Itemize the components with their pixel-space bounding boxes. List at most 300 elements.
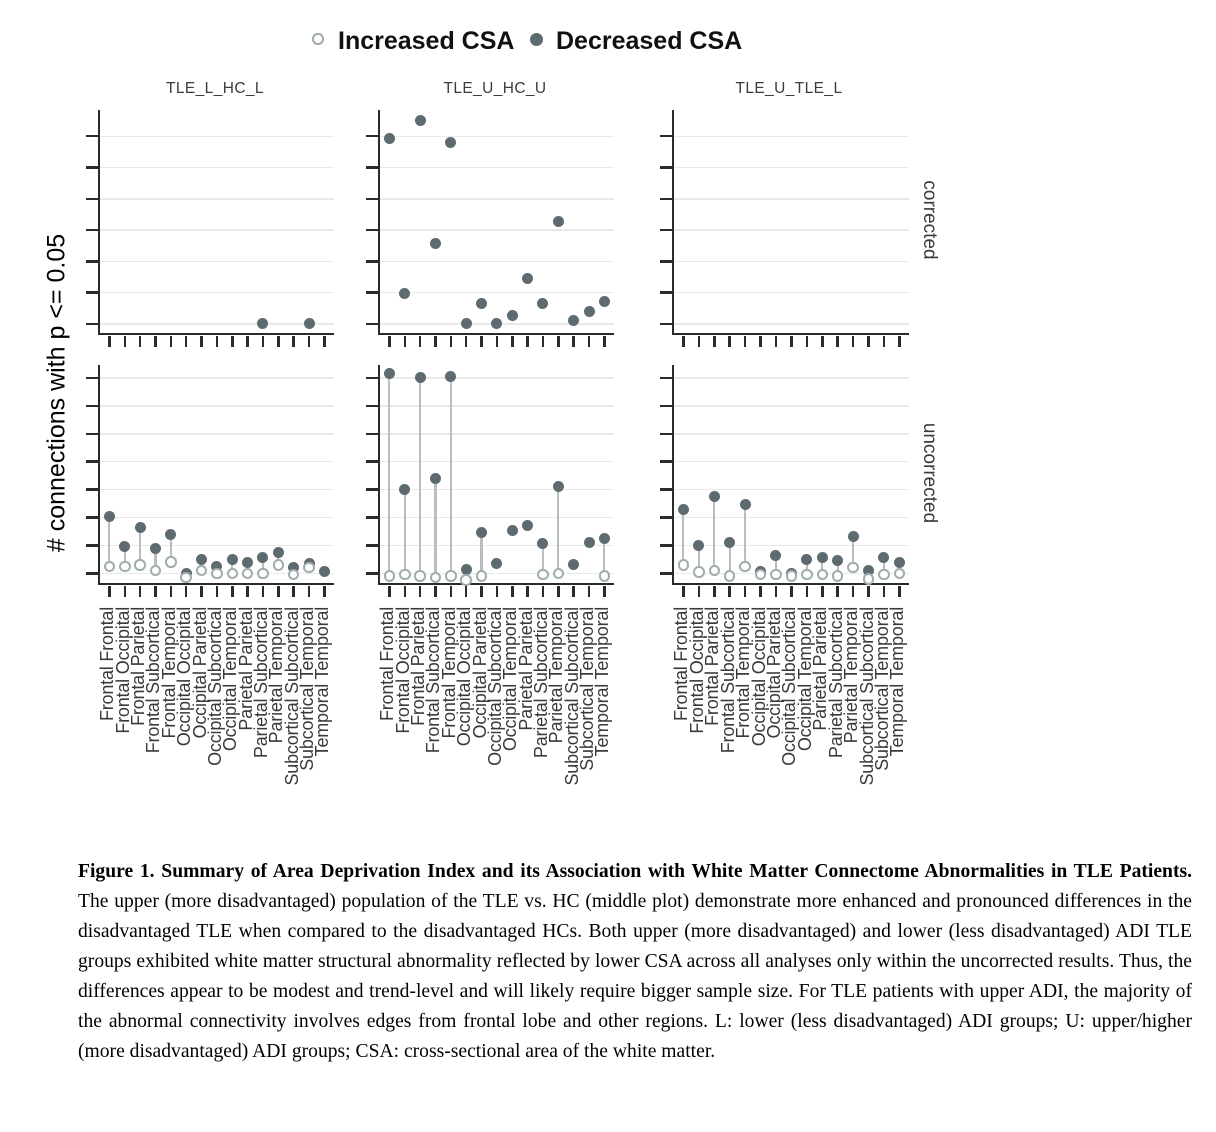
y-axis-tick — [660, 135, 672, 138]
y-axis-tick — [366, 544, 378, 547]
y-axis-tick — [366, 260, 378, 263]
x-tick-label: Frontal Frontal — [377, 607, 398, 722]
lollipop-stem — [450, 377, 452, 576]
x-tick-label: Occipital Parietal — [469, 607, 490, 739]
increased-csa-marker — [709, 565, 721, 577]
decreased-csa-marker — [399, 484, 410, 495]
caption-bold: Figure 1. Summary of Area Deprivation Index and its Association with White Matter Connectome Abnormalities in TLE Patients. — [78, 860, 1192, 882]
increased-csa-marker — [288, 569, 300, 581]
y-axis-tick — [366, 377, 378, 380]
x-axis-tick — [154, 586, 157, 597]
y-axis-tick — [86, 572, 98, 575]
decreased-csa-marker — [553, 216, 564, 227]
decreased-csa-marker — [104, 511, 115, 522]
increased-csa-marker — [180, 572, 192, 584]
x-axis-tick — [323, 586, 326, 597]
y-axis-tick — [86, 516, 98, 519]
x-tick-label: Occipital Parietal — [763, 607, 784, 739]
lollipop-stem — [388, 374, 390, 576]
decreased-csa-marker — [430, 238, 441, 249]
increased-csa-marker — [445, 570, 457, 582]
y-axis-tick — [86, 377, 98, 380]
x-axis-tick — [419, 336, 422, 347]
x-axis-tick — [292, 336, 295, 347]
gridline — [100, 198, 334, 199]
increased-csa-marker — [755, 569, 767, 581]
x-tick-label: Frontal Temporal — [438, 607, 459, 739]
gridline — [100, 405, 334, 406]
increased-csa-marker — [150, 565, 162, 577]
increased-csa-marker — [273, 559, 285, 571]
x-axis-tick — [759, 586, 762, 597]
gridline — [100, 136, 334, 137]
decreased-csa-marker — [522, 273, 533, 284]
increased-csa-marker — [724, 570, 736, 582]
x-axis-tick — [277, 586, 280, 597]
y-axis-tick — [86, 323, 98, 326]
x-axis-tick — [262, 336, 265, 347]
x-axis-tick — [216, 586, 219, 597]
gridline — [674, 489, 909, 490]
decreased-csa-marker — [848, 531, 859, 542]
decreased-csa-marker — [119, 541, 130, 552]
y-axis-tick — [660, 377, 672, 380]
decreased-csa-marker — [384, 133, 395, 144]
y-axis-tick — [660, 516, 672, 519]
decreased-csa-marker — [693, 540, 704, 551]
y-axis-tick — [366, 229, 378, 232]
decreased-csa-marker — [599, 533, 610, 544]
x-axis-tick — [231, 586, 234, 597]
x-tick-label: Frontal Temporal — [733, 607, 754, 739]
increased-csa-marker — [165, 556, 177, 568]
x-axis-tick — [806, 336, 809, 347]
gridline — [100, 167, 334, 168]
decreased-csa-marker — [399, 288, 410, 299]
decreased-csa-marker — [817, 552, 828, 563]
y-axis-tick — [660, 291, 672, 294]
y-axis-tick — [660, 460, 672, 463]
y-axis-tick — [660, 323, 672, 326]
x-axis-tick — [728, 336, 731, 347]
increased-csa-marker — [134, 559, 146, 571]
x-axis-tick — [852, 586, 855, 597]
x-tick-label: Temporal Temporal — [312, 607, 333, 757]
gridline — [380, 489, 614, 490]
gridline — [380, 405, 614, 406]
x-axis-tick — [572, 336, 575, 347]
caption-body: The upper (more disadvantaged) population of the TLE vs. HC (middle plot) demonstrate more enhanced and pronounced differences in the disadvantaged TLE when compared to the disadvantaged HCs. Both upper (more disadvantaged) and lower (less disadvantaged) ADI TLE groups exhibited white matter structural abnormality reflected by lower CSA across all analyses only within the uncorrected results. Thus, the differences appear to be modest and trend-level and will likely require bigger sample size. For TLE patients with upper ADI, the majority of the abnormal connectivity involves edges from frontal lobe and other regions. L: lower (less disadvantaged) ADI groups; U: upper/higher (more disadvantaged) ADI groups; CSA: cross-sectional area of the white matter. — [78, 890, 1192, 1062]
increased-csa-marker — [476, 570, 488, 582]
lollipop-stem — [419, 378, 421, 576]
x-axis-tick — [404, 336, 407, 347]
decreased-csa-marker — [491, 318, 502, 329]
y-axis-tick — [660, 260, 672, 263]
x-tick-label: Frontal Occipital — [686, 607, 707, 734]
x-axis-tick — [603, 586, 606, 597]
x-tick-label: Parietal Temporal — [266, 607, 287, 744]
x-axis-tick — [759, 336, 762, 347]
decreased-csa-marker — [415, 115, 426, 126]
panel-corrected-TLE_U_TLE_L — [672, 110, 909, 335]
decreased-csa-marker — [894, 557, 905, 568]
panel-uncorrected-TLE_U_HC_U — [378, 365, 614, 585]
x-tick-label: Frontal Parietal — [128, 607, 149, 726]
x-axis-tick — [898, 586, 901, 597]
x-tick-label: Parietal Parietal — [810, 607, 831, 731]
y-axis-tick — [366, 516, 378, 519]
decreased-csa-marker — [878, 552, 889, 563]
x-axis-tick — [170, 586, 173, 597]
figure-caption — [78, 857, 1192, 1067]
gridline — [674, 433, 909, 434]
x-tick-label: Subcortical Subcortical — [561, 607, 582, 786]
x-axis-tick — [323, 336, 326, 347]
lollipop-stem — [108, 516, 110, 566]
increased-csa-marker — [894, 568, 906, 580]
y-axis-tick — [86, 488, 98, 491]
x-tick-label: Occipital Occipital — [748, 607, 769, 747]
increased-csa-marker — [801, 569, 813, 581]
y-axis-tick — [366, 488, 378, 491]
panel-uncorrected-TLE_U_TLE_L — [672, 365, 909, 585]
x-axis-tick — [883, 336, 886, 347]
y-axis-tick — [86, 544, 98, 547]
x-axis-tick — [526, 586, 529, 597]
decreased-csa-marker — [227, 554, 238, 565]
x-axis-tick — [262, 586, 265, 597]
x-axis-tick — [526, 336, 529, 347]
decreased-csa-marker — [537, 298, 548, 309]
x-axis-tick — [698, 336, 701, 347]
x-axis-tick — [246, 586, 249, 597]
x-axis-tick — [246, 336, 249, 347]
increased-csa-marker — [211, 568, 223, 580]
gridline — [100, 461, 334, 462]
x-tick-label: Frontal Subcortical — [143, 607, 164, 754]
facet-title-tle-u-hc-u: TLE_U_HC_U — [443, 80, 547, 97]
gridline — [100, 489, 334, 490]
gridline — [380, 198, 614, 199]
gridline — [100, 545, 334, 546]
lollipop-stem — [713, 497, 715, 571]
decreased-csa-legend-icon — [530, 33, 543, 46]
increased-csa-marker — [693, 566, 705, 578]
gridline — [674, 261, 909, 262]
x-axis-tick — [572, 586, 575, 597]
gridline — [674, 377, 909, 378]
y-axis-tick — [660, 229, 672, 232]
decreased-csa-marker — [461, 564, 472, 575]
x-axis-tick — [419, 586, 422, 597]
y-axis-tick — [366, 291, 378, 294]
increased-csa-marker — [553, 568, 565, 580]
y-axis-tick — [86, 135, 98, 138]
increased-csa-marker — [303, 562, 315, 574]
lollipop-stem — [434, 478, 436, 577]
decreased-csa-marker — [196, 554, 207, 565]
increased-csa-marker — [196, 565, 208, 577]
gridline — [674, 545, 909, 546]
x-axis-tick — [480, 586, 483, 597]
decreased-csa-marker — [165, 529, 176, 540]
increased-csa-marker — [119, 561, 131, 573]
gridline — [674, 229, 909, 230]
increased-csa-marker — [678, 559, 690, 571]
y-axis-tick — [660, 433, 672, 436]
decreased-csa-marker — [584, 537, 595, 548]
gridline — [674, 167, 909, 168]
x-tick-label: Frontal Parietal — [702, 607, 723, 726]
legend-decreased-label: Decreased CSA — [556, 27, 743, 55]
increased-csa-marker — [786, 570, 798, 582]
strip-label-uncorrected: uncorrected — [919, 422, 940, 524]
x-axis-tick — [713, 586, 716, 597]
increased-csa-marker — [460, 574, 472, 586]
decreased-csa-marker — [273, 547, 284, 558]
x-tick-label: Frontal Subcortical — [717, 607, 738, 754]
y-axis-tick — [366, 433, 378, 436]
decreased-csa-marker — [584, 306, 595, 317]
y-axis-tick — [366, 323, 378, 326]
decreased-csa-marker — [135, 522, 146, 533]
y-axis-tick — [660, 166, 672, 169]
x-tick-label: Occipital Occipital — [174, 607, 195, 747]
gridline — [674, 461, 909, 462]
gridline — [100, 323, 334, 324]
x-axis-tick — [682, 336, 685, 347]
x-axis-tick — [465, 586, 468, 597]
x-tick-label: Frontal Occipital — [112, 607, 133, 734]
decreased-csa-marker — [599, 296, 610, 307]
gridline — [674, 323, 909, 324]
x-axis-tick — [108, 586, 111, 597]
legend-increased-label: Increased CSA — [338, 27, 515, 55]
decreased-csa-marker — [740, 499, 751, 510]
x-tick-label: Parietal Temporal — [841, 607, 862, 744]
decreased-csa-marker — [319, 566, 330, 577]
x-tick-label: Parietal Parietal — [515, 607, 536, 731]
x-axis-tick — [821, 336, 824, 347]
gridline — [380, 461, 614, 462]
x-axis-tick — [682, 586, 685, 597]
x-axis-tick — [698, 586, 701, 597]
x-tick-label: Subcortical Temporal — [871, 607, 892, 771]
x-tick-label: Subcortical Temporal — [577, 607, 598, 771]
y-axis-tick — [366, 166, 378, 169]
increased-csa-marker — [399, 569, 411, 581]
x-axis-tick — [404, 586, 407, 597]
x-axis-tick — [108, 336, 111, 347]
decreased-csa-marker — [553, 481, 564, 492]
decreased-csa-marker — [476, 298, 487, 309]
x-tick-label: Frontal Temporal — [158, 607, 179, 739]
y-axis-tick — [86, 229, 98, 232]
y-axis-tick — [86, 260, 98, 263]
x-tick-label: Temporal Temporal — [887, 607, 908, 757]
x-tick-label: Frontal Frontal — [97, 607, 118, 722]
x-axis-tick — [821, 586, 824, 597]
decreased-csa-marker — [430, 473, 441, 484]
x-axis-tick — [588, 586, 591, 597]
lollipop-stem — [744, 505, 746, 566]
decreased-csa-marker — [568, 559, 579, 570]
increased-csa-marker — [599, 570, 611, 582]
increased-csa-marker — [414, 570, 426, 582]
x-axis-tick — [806, 586, 809, 597]
decreased-csa-marker — [150, 543, 161, 554]
decreased-csa-marker — [491, 558, 502, 569]
x-axis-tick — [154, 336, 157, 347]
x-tick-label: Occipital Temporal — [220, 607, 241, 752]
gridline — [380, 136, 614, 137]
y-axis-tick — [366, 198, 378, 201]
gridline — [380, 261, 614, 262]
x-tick-label: Parietal Subcortical — [530, 607, 551, 759]
gridline — [674, 405, 909, 406]
x-axis-tick — [124, 336, 127, 347]
increased-csa-marker — [832, 570, 844, 582]
x-tick-label: Frontal Parietal — [408, 607, 429, 726]
x-axis-tick — [450, 586, 453, 597]
x-axis-tick — [542, 336, 545, 347]
x-axis-tick — [292, 586, 295, 597]
panel-uncorrected-TLE_L_HC_L — [98, 365, 334, 585]
x-tick-label: Parietal Parietal — [235, 607, 256, 731]
x-axis-tick — [434, 336, 437, 347]
decreased-csa-marker — [709, 491, 720, 502]
gridline — [380, 229, 614, 230]
y-axis-tick — [366, 405, 378, 408]
x-axis-tick — [775, 586, 778, 597]
strip-label-corrected: corrected — [919, 180, 940, 260]
decreased-csa-marker — [257, 552, 268, 563]
gridline — [674, 198, 909, 199]
x-axis-tick — [511, 586, 514, 597]
increased-csa-marker — [739, 561, 751, 573]
increased-csa-legend-icon — [312, 33, 324, 45]
increased-csa-marker — [770, 569, 782, 581]
x-axis-tick — [898, 336, 901, 347]
increased-csa-marker — [537, 569, 549, 581]
decreased-csa-marker — [832, 555, 843, 566]
y-axis-tick — [660, 405, 672, 408]
x-axis-tick — [496, 586, 499, 597]
facet-title-tle-u-tle-l: TLE_U_TLE_L — [735, 80, 843, 97]
decreased-csa-marker — [507, 310, 518, 321]
x-axis-tick — [603, 336, 606, 347]
y-axis-tick — [660, 198, 672, 201]
x-axis-tick — [465, 336, 468, 347]
x-axis-tick — [388, 586, 391, 597]
gridline — [100, 261, 334, 262]
x-axis-tick — [728, 586, 731, 597]
x-axis-tick — [308, 586, 311, 597]
x-axis-tick — [713, 336, 716, 347]
x-tick-label: Subcortical Subcortical — [281, 607, 302, 786]
x-axis-tick — [836, 586, 839, 597]
x-tick-label: Occipital Temporal — [794, 607, 815, 752]
x-axis-tick — [790, 336, 793, 347]
decreased-csa-marker — [304, 318, 315, 329]
y-axis-tick — [660, 544, 672, 547]
x-axis-tick — [216, 336, 219, 347]
y-axis-tick — [366, 572, 378, 575]
gridline — [100, 229, 334, 230]
x-tick-label: Parietal Subcortical — [825, 607, 846, 759]
x-tick-label: Occipital Parietal — [189, 607, 210, 739]
decreased-csa-marker — [461, 318, 472, 329]
increased-csa-marker — [863, 573, 875, 585]
x-axis-tick — [139, 336, 142, 347]
gridline — [380, 433, 614, 434]
x-axis-tick — [277, 336, 280, 347]
x-tick-label: Subcortical Temporal — [297, 607, 318, 771]
x-axis-tick — [200, 586, 203, 597]
x-axis-tick — [744, 586, 747, 597]
gridline — [100, 433, 334, 434]
x-axis-tick — [170, 336, 173, 347]
x-tick-label: Occipital Subcortical — [484, 607, 505, 766]
facet-title-tle-l-hc-l: TLE_L_HC_L — [166, 80, 264, 97]
increased-csa-marker — [257, 568, 269, 580]
decreased-csa-marker — [445, 371, 456, 382]
x-tick-label: Temporal Temporal — [592, 607, 613, 757]
x-axis-tick — [557, 586, 560, 597]
increased-csa-marker — [384, 570, 396, 582]
x-axis-tick — [542, 586, 545, 597]
x-axis-tick — [480, 336, 483, 347]
decreased-csa-marker — [522, 520, 533, 531]
x-axis-tick — [588, 336, 591, 347]
increased-csa-marker — [878, 569, 890, 581]
x-tick-label: Occipital Subcortical — [779, 607, 800, 766]
decreased-csa-marker — [445, 137, 456, 148]
y-axis-tick — [86, 433, 98, 436]
y-axis-tick — [86, 166, 98, 169]
increased-csa-marker — [817, 569, 829, 581]
x-axis-tick — [775, 336, 778, 347]
y-axis-tick — [660, 488, 672, 491]
x-tick-label: Frontal Subcortical — [423, 607, 444, 754]
gridline — [380, 167, 614, 168]
gridline — [380, 545, 614, 546]
x-axis-tick — [557, 336, 560, 347]
x-axis-tick — [200, 336, 203, 347]
lollipop-stem — [404, 490, 406, 575]
lollipop-stem — [682, 509, 684, 565]
x-tick-label: Occipital Subcortical — [204, 607, 225, 766]
increased-csa-marker — [227, 568, 239, 580]
x-axis-tick — [231, 336, 234, 347]
x-tick-label: Parietal Subcortical — [250, 607, 271, 759]
x-axis-tick — [185, 586, 188, 597]
x-tick-label: Parietal Temporal — [546, 607, 567, 744]
panel-corrected-TLE_U_HC_U — [378, 110, 614, 335]
x-axis-tick — [308, 336, 311, 347]
x-axis-tick — [434, 586, 437, 597]
increased-csa-marker — [104, 561, 116, 573]
panel-corrected-TLE_L_HC_L — [98, 110, 334, 335]
x-axis-tick — [867, 586, 870, 597]
x-axis-tick — [185, 336, 188, 347]
decreased-csa-marker — [724, 537, 735, 548]
decreased-csa-marker — [257, 318, 268, 329]
gridline — [674, 292, 909, 293]
y-axis-tick — [366, 460, 378, 463]
x-tick-label: Frontal Frontal — [671, 607, 692, 722]
gridline — [674, 136, 909, 137]
